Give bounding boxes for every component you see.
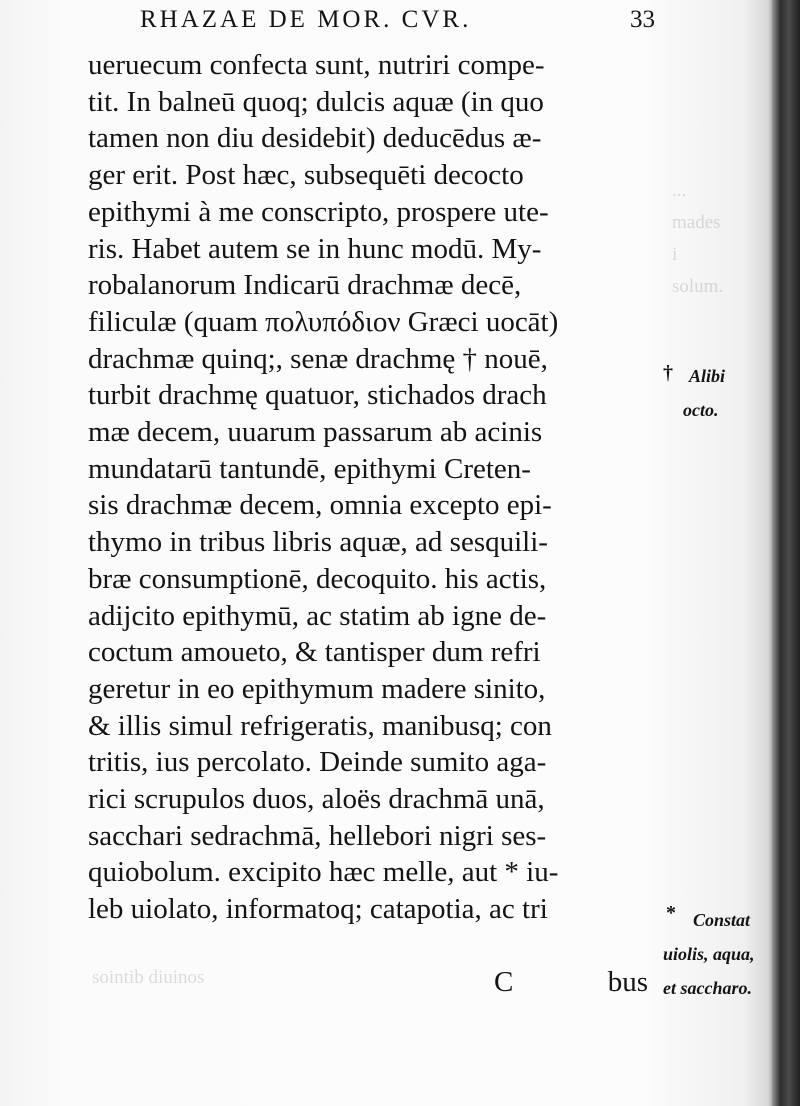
- text-line: adijcito epithymū, ac statim ab igne de-: [88, 599, 547, 632]
- margin-note-line: Alibi: [689, 366, 726, 386]
- text-line: turbit drachmę quatuor, stichados drach: [88, 379, 547, 412]
- catchword: bus: [607, 966, 648, 998]
- margin-note-line: Constat: [693, 910, 751, 930]
- margin-note-line: et saccharo.: [663, 978, 752, 998]
- text-line: rici scrupulos duos, aloës drachmā unā,: [88, 783, 545, 816]
- margin-note-line: octo.: [683, 400, 719, 420]
- text-line: mundatarū tantundē, epithymi Creten-: [88, 452, 531, 485]
- text-line: sacchari sedrachmā, hellebori nigri ses-: [88, 819, 547, 852]
- text-line: quiobolum. excipito hæc melle, aut * iu-: [88, 856, 559, 889]
- text-line: thymo in tribus libris aquæ, ad sesquili-: [88, 526, 548, 559]
- margin-note-constat: [663, 903, 755, 1005]
- show-through-line: mades: [672, 212, 721, 233]
- text-line: ris. Habet autem se in hunc modū. My-: [88, 232, 542, 265]
- main-text-block: [88, 47, 648, 928]
- text-line: mæ decem, uuarum passarum ab acinis: [88, 416, 543, 449]
- asterisk-mark: *: [666, 902, 676, 924]
- text-line: epithymi à me conscripto, prospere ute-: [88, 195, 549, 228]
- text-line: ger erit. Post hæc, subsequēti decocto: [88, 159, 524, 192]
- text-line: tritis, ius percolato. Deinde sumito aga-: [88, 746, 547, 779]
- dagger-mark: †: [663, 362, 673, 384]
- text-line: sis drachmæ decem, omnia excepto epi-: [88, 489, 552, 522]
- text-line: tamen non diu desidebit) deducēdus æ-: [88, 122, 542, 155]
- text-line: filiculæ (quam πολυπόδιον Græci uocāt): [88, 305, 559, 338]
- running-title: RHAZAE DE MOR. CVR.: [140, 6, 472, 33]
- text-line: & illis simul refrigeratis, manibusq; con: [88, 709, 552, 742]
- show-through-line: ...: [672, 180, 687, 201]
- signature-mark: C: [494, 966, 514, 998]
- show-through-line: sointib diuinos: [92, 967, 205, 988]
- margin-note-alibi: [683, 364, 726, 422]
- page-number: 33: [630, 6, 655, 33]
- show-through-line: solum.: [672, 276, 724, 297]
- show-through-line: i: [672, 244, 678, 265]
- show-through-right: [672, 175, 767, 303]
- text-line: robalanorum Indicarū drachmæ decē,: [88, 269, 522, 302]
- text-line: leb uiolato, informatoq; catapotia, ac tri: [88, 893, 548, 926]
- text-line: geretur in eo epithymum madere sinito,: [88, 672, 546, 705]
- text-line: bræ consumptionē, decoquito. his actis,: [88, 562, 547, 595]
- text-line: coctum amoueto, & tantisper dum refri: [88, 636, 541, 669]
- text-line: tit. In balneū quoq; dulcis aquæ (in quo: [88, 85, 544, 118]
- catchline: [88, 966, 648, 1002]
- text-line: drachmæ quinq;, senæ drachmę † nouē,: [88, 342, 548, 375]
- margin-note-line: uiolis, aqua,: [663, 944, 755, 964]
- text-line: ueruecum confecta sunt, nutriri compe-: [88, 49, 545, 81]
- book-spine: [772, 0, 800, 1106]
